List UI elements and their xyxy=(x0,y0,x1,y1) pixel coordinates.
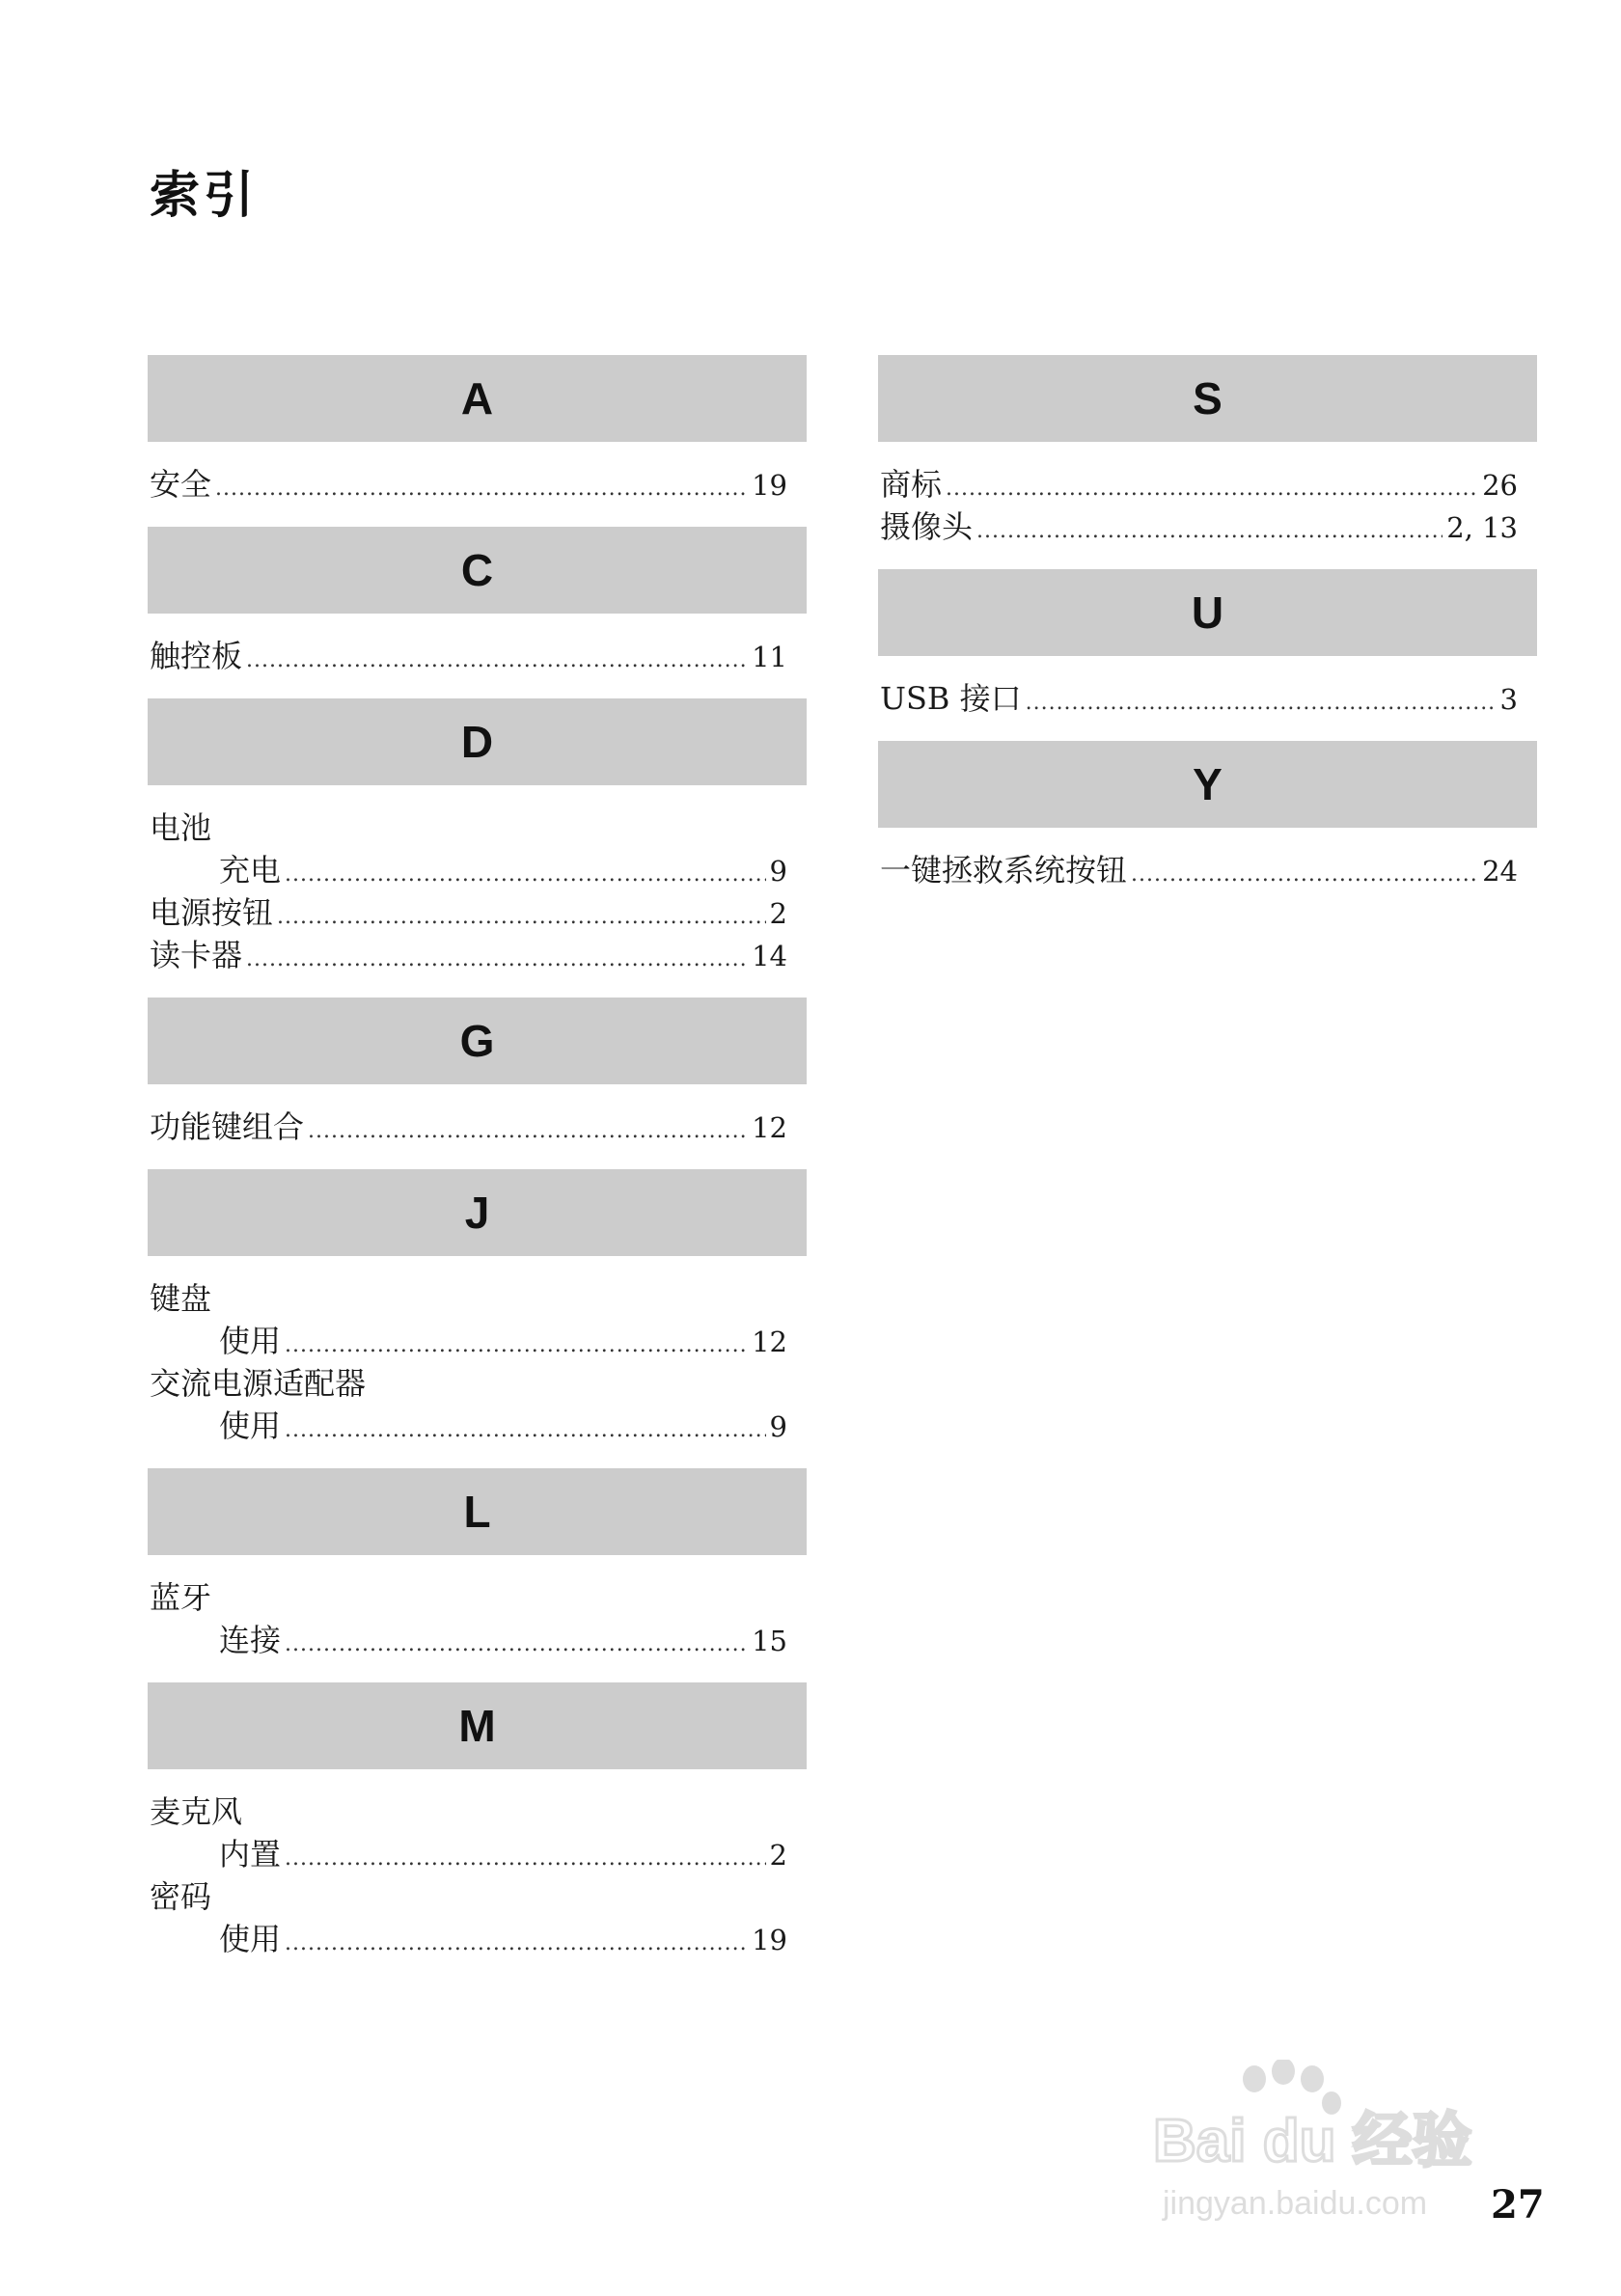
index-entry xyxy=(150,1790,787,1833)
index-entry xyxy=(150,1875,787,1918)
dot-leader xyxy=(285,1838,766,1880)
entry-term: 键盘 xyxy=(150,1280,212,1317)
entry-page-ref: 19 xyxy=(752,1924,787,1956)
entry-term: 密码 xyxy=(150,1878,212,1915)
index-entry xyxy=(880,506,1518,548)
section-letter-header: G xyxy=(148,998,807,1084)
entry-term: 电池 xyxy=(150,809,212,846)
entry-list xyxy=(878,656,1537,741)
index-entry xyxy=(150,1576,787,1619)
section-letter-header: Y xyxy=(878,741,1537,828)
entry-list xyxy=(878,442,1537,569)
entry-term: 读卡器 xyxy=(150,937,243,973)
index-entry xyxy=(150,1277,787,1320)
index-section-a xyxy=(148,355,807,527)
entry-list xyxy=(148,785,807,998)
entry-list xyxy=(148,1256,807,1468)
index-right-column xyxy=(878,355,1537,913)
section-letter-header: L xyxy=(148,1468,807,1555)
entry-term: 触控板 xyxy=(150,638,243,674)
entry-term: 连接 xyxy=(219,1622,282,1658)
entry-list xyxy=(148,614,807,698)
entry-term: 使用 xyxy=(219,1921,282,1957)
dot-leader xyxy=(1026,682,1497,724)
index-section-m xyxy=(148,1682,807,1982)
index-section-s xyxy=(878,355,1537,569)
entry-page-ref: 3 xyxy=(1499,683,1518,716)
entry-term: 一键拯救系统按钮 xyxy=(880,852,1128,888)
dot-leader xyxy=(285,1923,748,1965)
page-number: 27 xyxy=(1491,2182,1545,2228)
page-title: 索引 xyxy=(150,167,259,225)
index-entry xyxy=(150,891,787,934)
entry-term: 麦克风 xyxy=(150,1793,243,1830)
entry-list xyxy=(878,828,1537,913)
index-section-u xyxy=(878,569,1537,741)
index-subentry xyxy=(150,849,787,891)
index-entry xyxy=(880,463,1518,506)
dot-leader xyxy=(285,854,766,896)
dot-leader xyxy=(246,640,748,682)
index-section-c xyxy=(148,527,807,698)
entry-term: 充电 xyxy=(219,852,282,888)
entry-list xyxy=(148,1084,807,1169)
dot-leader xyxy=(215,468,748,510)
entry-list xyxy=(148,1769,807,1982)
index-entry xyxy=(150,1106,787,1148)
dot-leader xyxy=(1131,854,1478,896)
index-subentry xyxy=(150,1833,787,1875)
section-letter-header: D xyxy=(148,698,807,785)
entry-term: 功能键组合 xyxy=(150,1108,305,1145)
section-letter-header: J xyxy=(148,1169,807,1256)
index-section-d xyxy=(148,698,807,998)
entry-page-ref: 9 xyxy=(769,855,787,888)
dot-leader xyxy=(976,510,1442,553)
entry-page-ref: 26 xyxy=(1482,469,1518,502)
baidu-jingyan-watermark xyxy=(1153,2060,1539,2233)
index-entry xyxy=(880,677,1518,720)
entry-page-ref: 12 xyxy=(752,1111,787,1144)
dot-leader xyxy=(308,1110,748,1153)
dot-leader xyxy=(946,468,1478,510)
entry-page-ref: 15 xyxy=(752,1625,787,1657)
entry-page-ref: 24 xyxy=(1482,855,1518,888)
entry-page-ref: 2, 13 xyxy=(1446,511,1518,544)
dot-leader xyxy=(285,1624,748,1666)
index-section-l xyxy=(148,1468,807,1682)
entry-page-ref: 11 xyxy=(752,641,787,673)
entry-page-ref: 19 xyxy=(752,469,787,502)
index-subentry xyxy=(150,1320,787,1362)
entry-term: 交流电源适配器 xyxy=(150,1365,367,1402)
entry-term: 蓝牙 xyxy=(150,1579,212,1616)
entry-term: USB 接口 xyxy=(880,680,1022,717)
entry-term: 使用 xyxy=(219,1323,282,1359)
index-subentry xyxy=(150,1619,787,1661)
watermark-brand: Bai du 经验 xyxy=(1153,2108,1472,2174)
paw-logo-icon xyxy=(1243,2060,1341,2115)
entry-list xyxy=(148,442,807,527)
dot-leader xyxy=(277,896,766,939)
entry-page-ref: 2 xyxy=(769,897,787,930)
dot-leader xyxy=(285,1409,766,1452)
section-letter-header: U xyxy=(878,569,1537,656)
section-letter-header: S xyxy=(878,355,1537,442)
dot-leader xyxy=(285,1325,748,1367)
index-subentry xyxy=(150,1918,787,1960)
entry-page-ref: 9 xyxy=(769,1410,787,1443)
index-entry xyxy=(150,635,787,677)
section-letter-header: C xyxy=(148,527,807,614)
entry-page-ref: 14 xyxy=(752,940,787,972)
index-section-g xyxy=(148,998,807,1169)
index-left-column xyxy=(148,355,807,1982)
index-entry xyxy=(880,849,1518,891)
entry-term: 安全 xyxy=(150,466,212,503)
index-entry xyxy=(150,934,787,976)
entry-page-ref: 2 xyxy=(769,1839,787,1872)
entry-term: 商标 xyxy=(880,466,943,503)
entry-page-ref: 12 xyxy=(752,1326,787,1358)
entry-term: 摄像头 xyxy=(880,508,974,545)
index-entry xyxy=(150,806,787,849)
entry-term: 使用 xyxy=(219,1408,282,1444)
watermark-url: jingyan.baidu.com xyxy=(1163,2185,1428,2222)
entry-term: 内置 xyxy=(219,1836,282,1872)
dot-leader xyxy=(246,939,748,981)
index-entry xyxy=(150,463,787,506)
entry-term: 电源按钮 xyxy=(150,894,274,931)
index-section-y xyxy=(878,741,1537,913)
index-section-j xyxy=(148,1169,807,1468)
index-entry xyxy=(150,1362,787,1405)
section-letter-header: A xyxy=(148,355,807,442)
section-letter-header: M xyxy=(148,1682,807,1769)
index-subentry xyxy=(150,1405,787,1447)
entry-list xyxy=(148,1555,807,1682)
